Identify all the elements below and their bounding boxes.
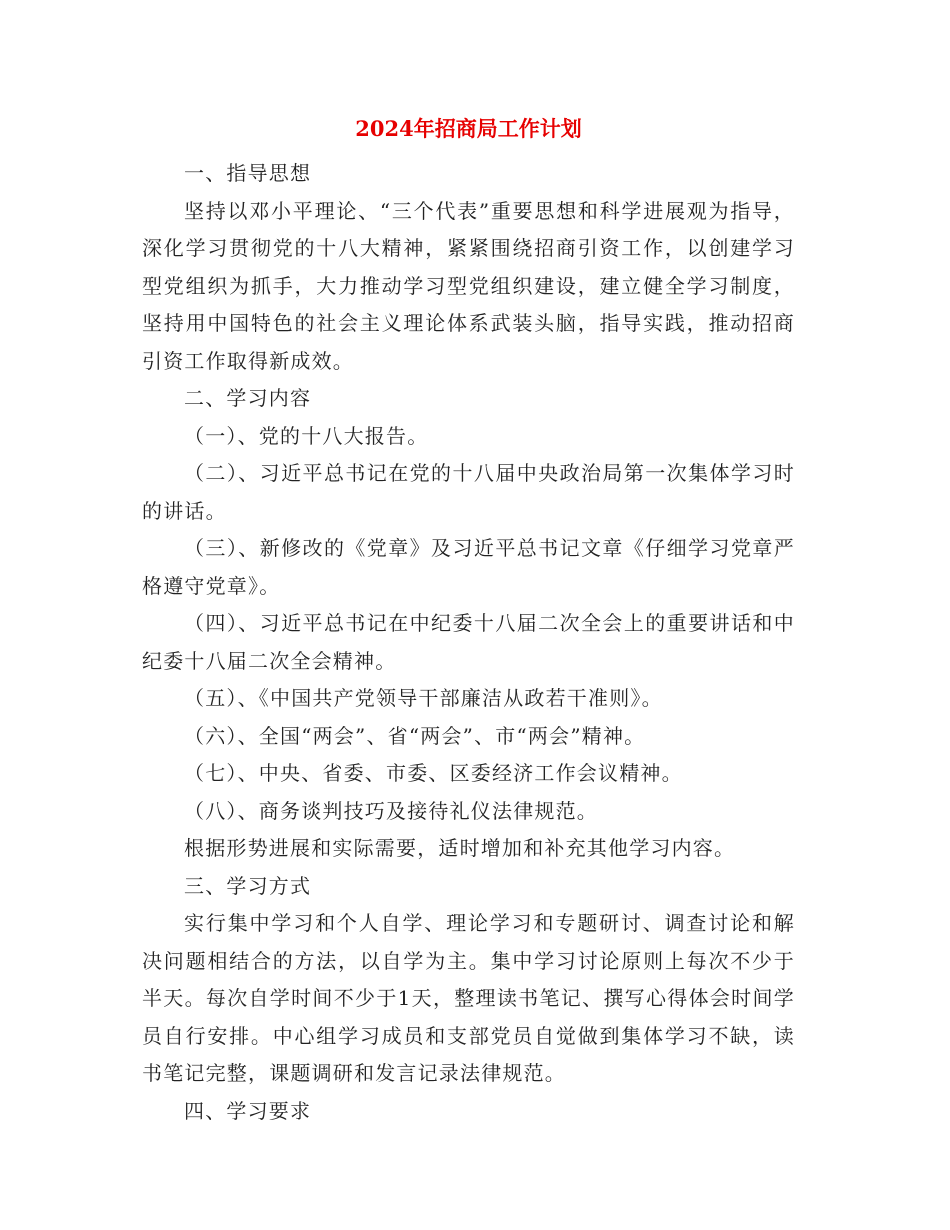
list-item-study-content-4: （四）、习近平总书记在中纪委十八届二次全会上的重要讲话和中纪委十八届二次全会精神。 [142,611,795,673]
section-heading-study-method: 三、学习方式 [184,873,312,898]
list-item-study-content-8: （八）、商务谈判技巧及接待礼仪法律规范。 [184,798,598,823]
list-item-study-content-6: （六）、全国“两会”、省“两会”、市“两会”精神。 [184,723,646,748]
paragraph-study-content-note: 根据形势进展和实际需要，适时增加和补充其他学习内容。 [184,836,736,860]
paragraph-guiding-ideology: 坚持以邓小平理论、“三个代表”重要思想和科学进展观为指导，深化学习贯彻党的十八大精神，紧紧围绕招商引资工作，以创建学习型党组织为抓手，大力推动学习型党组织建设，建立健全学习制度，坚持用中国特色的社会主义理论体系武装头脑，指导实践，推动招商引资工作取得新成效。 [142,198,795,373]
list-item-study-content-2: （二）、习近平总书记在党的十八届中央政治局第一次集体学习时的讲话。 [142,461,795,523]
list-item-study-content-5: （五）、《中国共产党领导干部廉洁从政若干准则》。 [184,686,663,710]
document-title: 2024年招商局工作计划 [355,116,582,141]
list-item-study-content-3: （三）、新修改的《党章》及习近平总书记文章《仔细学习党章严格遵守党章》。 [142,536,795,598]
list-item-study-content-1: （一）、党的十八大报告。 [184,423,429,448]
list-item-study-content-7: （七）、中央、省委、市委、区委经济工作会议精神。 [184,761,683,785]
paragraph-study-method: 实行集中学习和个人自学、理论学习和专题研讨、调查讨论和解决问题相结合的方法，以自学为主。集中学习讨论原则上每次不少于半天。每次自学时间不少于1天，整理读书笔记、撰写心得体会时间学员自行安排。中心组学习成员和支部党员自觉做到集体学习不缺，读书笔记完整，课题调研和发言记录法律规范。 [142,911,795,1085]
section-heading-study-requirements: 四、学习要求 [184,1098,312,1123]
section-heading-guiding-ideology: 一、指导思想 [184,161,312,185]
section-heading-study-content: 二、学习内容 [184,386,312,410]
